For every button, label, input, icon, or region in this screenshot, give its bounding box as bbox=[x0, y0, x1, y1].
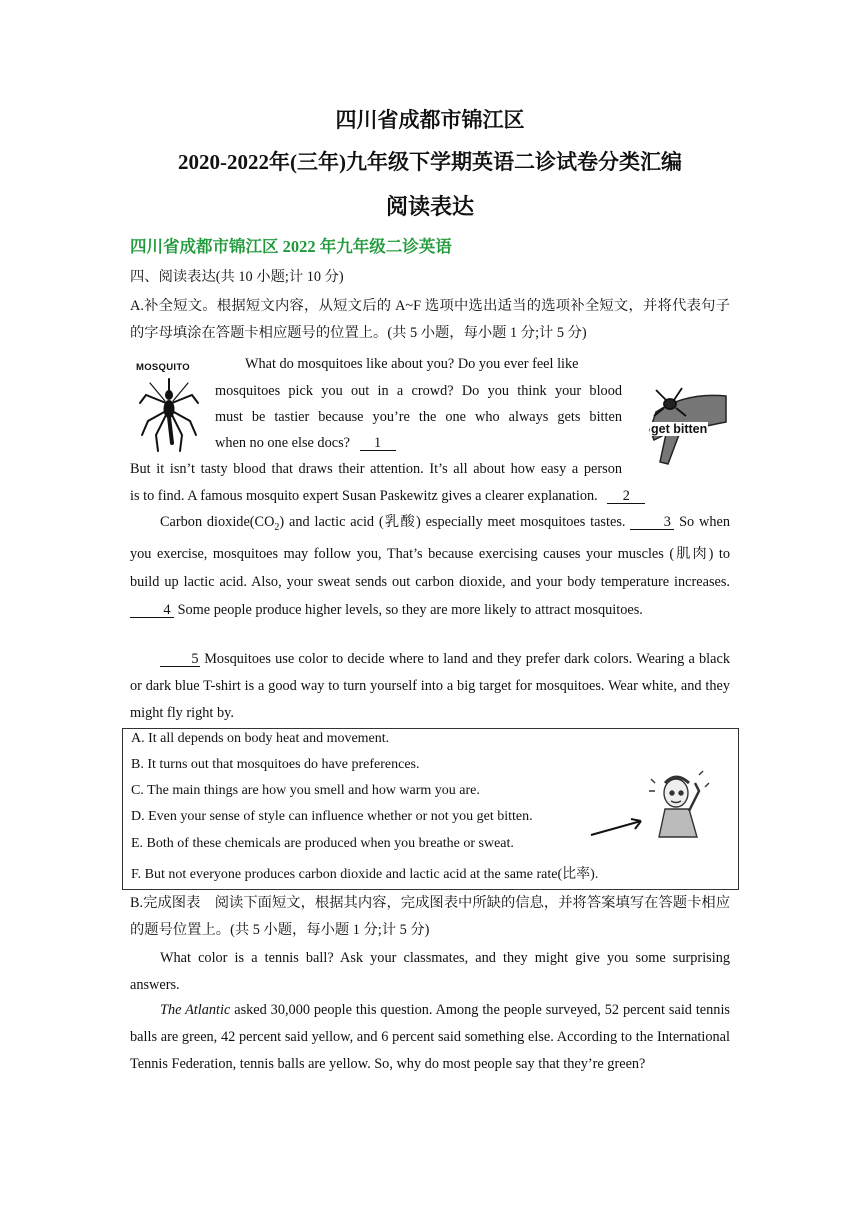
doc-title-main: 2020-2022年(三年)九年级下学期英语二诊试卷分类汇编 bbox=[178, 150, 682, 174]
arrow-icon bbox=[589, 813, 649, 843]
p1-line6 bbox=[130, 488, 645, 505]
p2-sub: 2 bbox=[274, 521, 280, 533]
mosquito-label: MOSQUITO bbox=[136, 362, 190, 373]
part-b-paragraph-2-text: asked 30,000 people this question. Among the people surveyed, 52 percent said tennis balls are green, 42 percent said yellow, and 6 percent said something else. According to the International Tennis Federation, tennis balls are yellow. So, why do most people say that they’re green? bbox=[130, 1002, 730, 1072]
p2-d: Some people produce higher levels, so they are more likely to attract mosquitoes. bbox=[174, 601, 643, 618]
p2-b: ) and lactic acid (乳酸) especially meet mosquitoes tastes. bbox=[279, 514, 626, 530]
p2-a: Carbon dioxide(CO bbox=[160, 514, 275, 530]
p1-line1: What do mosquitoes like about you? Do you ever feel like bbox=[245, 356, 579, 372]
part-a-instruction: A.补全短文。根据短文内容，从短文后的 A~F 选项中选出适当的选项补全短文，并将代表句子的字母填涂在答题卡相应题号的位置上。(共 5 小题，每小题 1 分;计 5 分) bbox=[130, 298, 730, 341]
p1-line6-text: is to find. A famous mosquito expert Susan Paskewitz gives a clearer explanation. bbox=[130, 488, 598, 504]
p1-line4-text: when no one else docs? bbox=[215, 435, 350, 451]
mosquito-image bbox=[136, 362, 202, 458]
blank-2: 2 bbox=[607, 489, 645, 504]
paragraph-3 bbox=[130, 646, 730, 726]
part-b-paragraph-2 bbox=[130, 997, 730, 1077]
option-b: B. It turns out that mosquitoes do have preferences. bbox=[131, 757, 420, 772]
p3-text: Mosquitoes use color to decide where to land and they prefer dark colors. Wearing a black or dark blue T-shirt is a good way to turn yourself into a big target for mosquitoes. Wear white, and they might fly right by. bbox=[130, 651, 730, 721]
option-d: D. Even your sense of style can influence whether or not you get bitten. bbox=[131, 809, 533, 824]
doc-title-topic: 阅读表达 bbox=[385, 194, 474, 219]
paragraph-2 bbox=[130, 509, 730, 624]
p1-line2: mosquitoes pick you out in a crowd? Do you think your blood bbox=[215, 383, 622, 399]
scratching-person-icon bbox=[643, 769, 713, 841]
doc-title-region: 四川省成都市锦江区 bbox=[335, 108, 525, 132]
blank-4: 4 bbox=[130, 603, 174, 618]
p1-line4 bbox=[215, 435, 396, 452]
option-a: A. It all depends on body heat and movement. bbox=[131, 731, 390, 746]
option-c: C. The main things are how you smell and how warm you are. bbox=[131, 783, 480, 798]
options-box bbox=[122, 728, 739, 890]
part-heading: 四、阅读表达(共 10 小题;计 10 分) bbox=[130, 269, 344, 285]
p1-line5: But it isn’t tasty blood that draws their attention. It’s all about how easy a person bbox=[130, 461, 622, 477]
blank-5: 5 bbox=[160, 652, 200, 667]
get-bitten-image bbox=[646, 382, 730, 470]
mosquito-icon bbox=[136, 373, 202, 457]
publication-name: The Atlantic bbox=[160, 1002, 231, 1018]
part-b-instruction: B.完成图表 阅读下面短文，根据其内容，完成图表中所缺的信息，并将答案填写在答题卡相应的题号位置上。(共 5 小题，每小题 1 分;计 5 分) bbox=[130, 895, 730, 938]
p1-line3: must be tastier because you’re the one who always gets bitten bbox=[215, 409, 622, 425]
part-b-paragraph-1: What color is a tennis ball? Ask your classmates, and they might give you some surprising answers. bbox=[130, 950, 730, 993]
section-title: 四川省成都市锦江区 2022 年九年级二诊英语 bbox=[130, 237, 452, 256]
p2-c: So when you exercise, mosquitoes may follow you, That’s because exercising causes your muscles (肌肉) to build up lactic acid. Also, your sweat sends out carbon dioxide, and your body temperature increases. bbox=[130, 514, 730, 591]
option-e: E. Both of these chemicals are produced when you breathe or sweat. bbox=[131, 836, 514, 851]
blank-3: 3 bbox=[630, 515, 674, 530]
blank-1: 1 bbox=[360, 436, 396, 451]
option-f: F. But not everyone produces carbon dioxide and lactic acid at the same rate(比率). bbox=[131, 867, 599, 882]
get-bitten-label: get bitten bbox=[651, 422, 708, 436]
